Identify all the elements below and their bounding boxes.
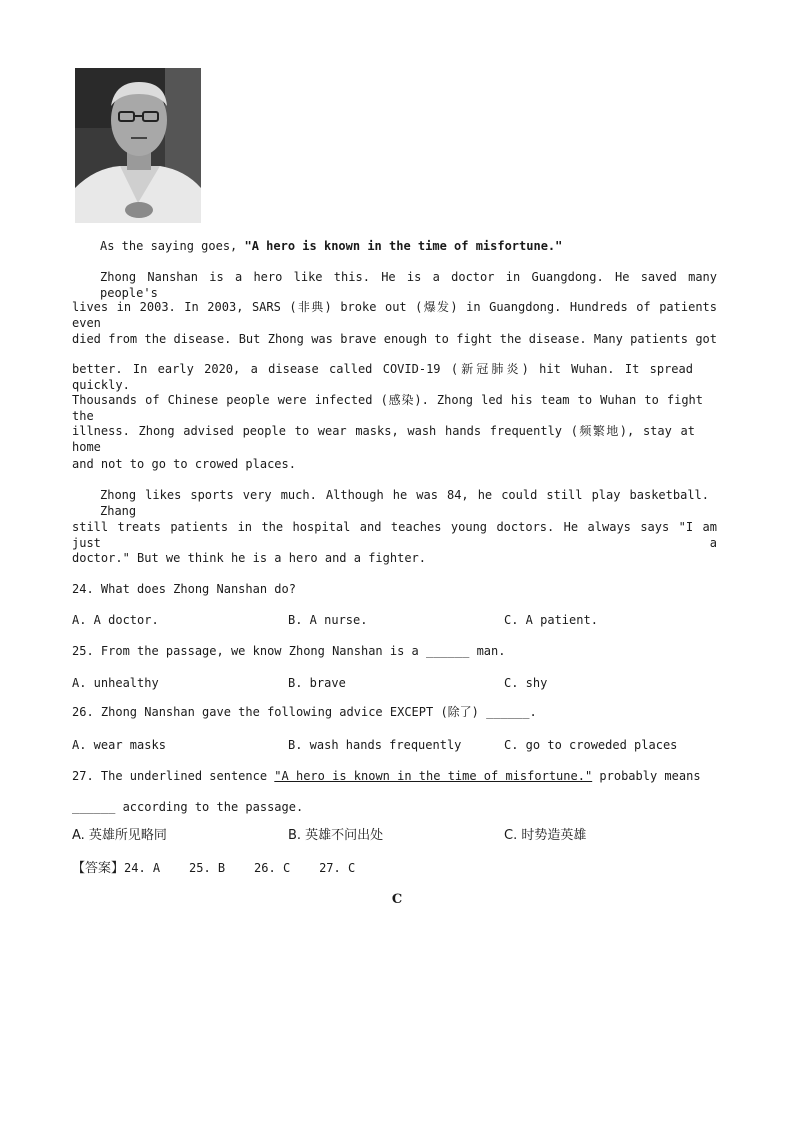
paragraph-1-line-1: Zhong Nanshan is a hero like this. He is a doctor in Guangdong. He saved many people's (100, 270, 717, 300)
question-26-stem: 26. Zhong Nanshan gave the following advice EXCEPT (除了) ______. (72, 705, 537, 719)
saying-quote: "A hero is known in the time of misfortune." (244, 239, 563, 253)
question-27-underlined-sentence: "A hero is known in the time of misfortune." (274, 769, 593, 783)
question-24-option-a: A. A doctor. (72, 613, 159, 627)
question-25-stem: 25. From the passage, we know Zhong Nanshan is a ______ man. (72, 644, 506, 658)
paragraph-1-line-6: illness. Zhong advised people to wear masks, wash hands frequently (频繁地), stay at home (72, 424, 695, 454)
paragraph-1-line-5: Thousands of Chinese people were infected (感染). Zhong led his team to Wuhan to fight the (72, 393, 703, 423)
question-26-option-a: A. wear masks (72, 738, 166, 752)
question-27-stem (72, 768, 701, 784)
question-25-option-b: B. brave (288, 676, 346, 690)
question-24-option-b: B. A nurse. (288, 613, 368, 627)
question-24-option-c: C. A patient. (504, 613, 598, 627)
saying-line (100, 238, 562, 254)
paragraph-2-line-2: still treats patients in the hospital and teaches young doctors. He always says "I am just a (72, 520, 717, 550)
answer-text: 24. A 25. B 26. C 27. C (124, 861, 356, 875)
section-letter: C (391, 892, 403, 907)
question-26-option-c: C. go to croweded places (504, 738, 678, 752)
paragraph-2-line-1: Zhong likes sports very much. Although he was 84, he could still play basketball. Zhang (100, 488, 709, 518)
question-27-stem-line-2: ______ according to the passage. (72, 800, 304, 814)
saying-lead: As the saying goes, (100, 239, 245, 253)
paragraph-1-line-4: better. In early 2020, a disease called COVID-19 (新冠肺炎) hit Wuhan. It spread quickly. (72, 362, 693, 392)
answer-label: 【答案】 (72, 861, 125, 876)
question-27-stem-tail: probably means (592, 769, 701, 783)
portrait-photo-icon (75, 68, 201, 223)
question-25-option-a: A. unhealthy (72, 676, 159, 690)
question-27-stem-lead: 27. The underlined sentence (72, 769, 275, 783)
question-25-option-c: C. shy (504, 676, 548, 690)
question-27-option-a: A. 英雄所见略同 (72, 828, 167, 843)
question-24-stem: 24. What does Zhong Nanshan do? (72, 582, 296, 596)
zhong-nanshan-photo (75, 68, 201, 223)
answer-line (72, 860, 355, 877)
paragraph-1-line-3: died from the disease. But Zhong was brave enough to fight the disease. Many patients got (72, 332, 717, 346)
question-27-option-c: C. 时势造英雄 (504, 828, 587, 843)
question-26-option-b: B. wash hands frequently (288, 738, 462, 752)
paragraph-1-line-2: lives in 2003. In 2003, SARS (非典) broke out (爆发) in Guangdong. Hundreds of patients even (72, 300, 717, 330)
paragraph-2-line-3: doctor." But we think he is a hero and a fighter. (72, 551, 427, 565)
paragraph-1-line-7: and not to go to crowed places. (72, 457, 296, 471)
question-27-option-b: B. 英雄不问出处 (288, 828, 384, 843)
